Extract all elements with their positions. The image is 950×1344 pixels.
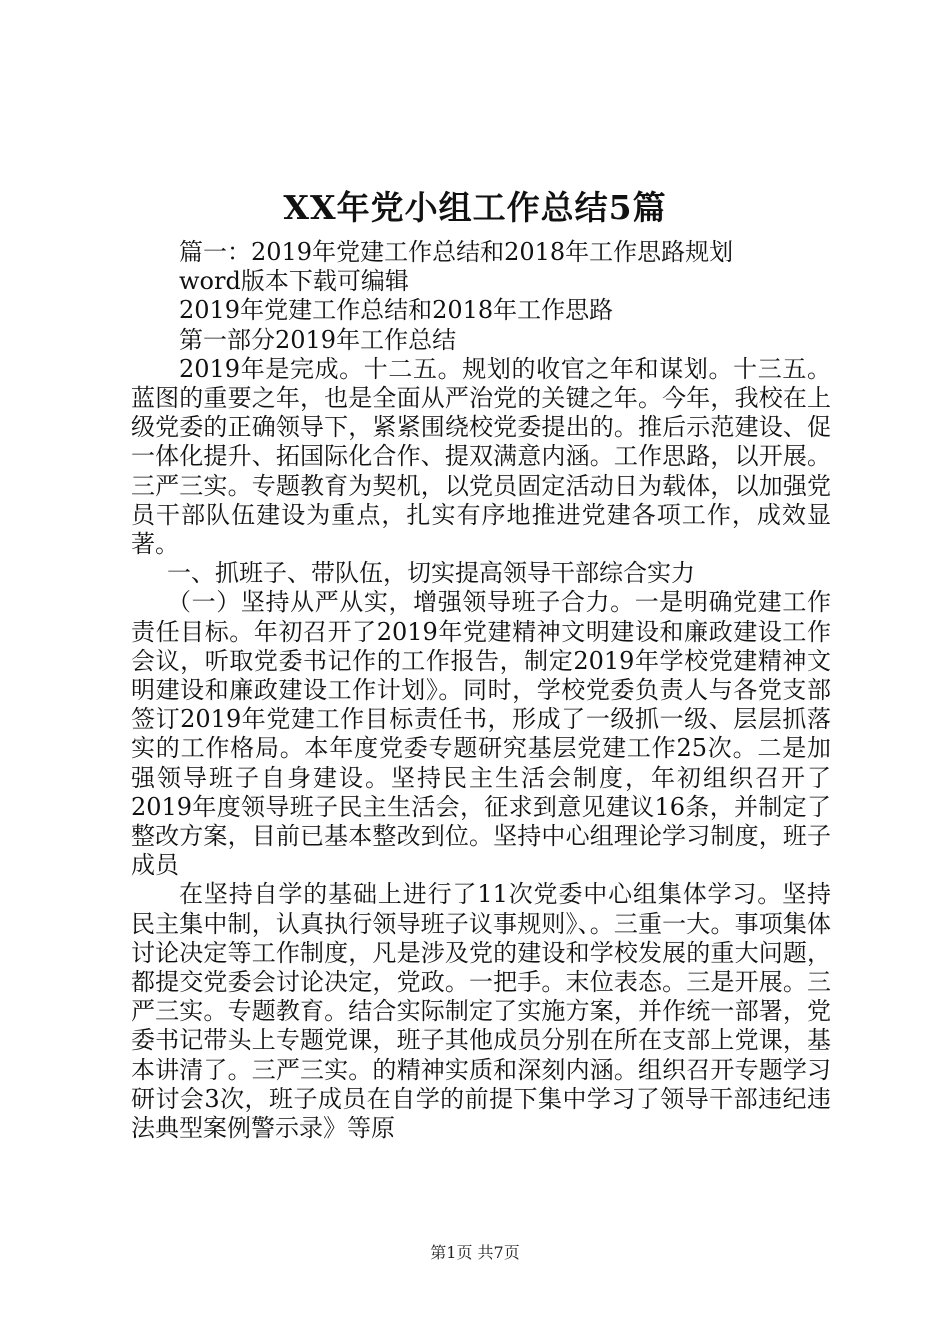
- paragraph-word-note: word版本下载可编辑: [179, 267, 409, 296]
- page-number-footer: 第1页 共7页: [430, 1243, 520, 1262]
- document-body: [131, 238, 831, 1143]
- paragraph-intro: 2019年是完成。十二五。规划的收官之年和谋划。十三五。蓝图的重要之年，也是全面从严治党的关键之年。今年，我校在上级党委的正确领导下，紧紧围绕校党委提出的。推后示范建设、促一体化提升、拓国际化合作、提双满意内涵。工作思路，以开展。三严三实。专题教育为契机，以党员固定活动日为载体，以加强党员干部队伍建设为重点，扎实有序地推进党建各项工作，成效显著。: [131, 354, 831, 559]
- document-title: XX年党小组工作总结5篇: [283, 188, 667, 227]
- paragraph-heading-part-one: 篇一：2019年党建工作总结和2018年工作思路规划: [179, 238, 734, 266]
- paragraph-continuation: 在坚持自学的基础上进行了11次党委中心组集体学习。坚持民主集中制，认真执行领导班子议事规则》、。三重一大。事项集体讨论决定等工作制度，凡是涉及党的建设和学校发展的重大问题，都提交党委会讨论决定，党政。一把手。末位表态。三是开展。三严三实。专题教育。结合实际制定了实施方案，并作统一部署，党委书记带头上专题党课，班子其他成员分别在所在支部上党课，基本讲清了。三严三实。的精神实质和深刻内涵。组织召开专题学习研讨会3次，班子成员在自学的前提下集中学习了领导干部违纪违法典型案例警示录》等原: [131, 880, 831, 1143]
- paragraph-section-heading: 第一部分2019年工作总结: [179, 325, 457, 354]
- paragraph-heading-one: 一、抓班子、带队伍，切实提高领导干部综合实力: [167, 559, 695, 588]
- paragraph-subsection-one: （一）坚持从严从实，增强领导班子合力。一是明确党建工作责任目标。年初召开了2019年党建精神文明建设和廉政建设工作会议，听取党委书记作的工作报告，制定2019年学校党建精神文明建设和廉政建设工作计划》。同时，学校党委负责人与各党支部签订2019年党建工作目标责任书，形成了一级抓一级、层层抓落实的工作格局。本年度党委专题研究基层党建工作25次。二是加强领导班子自身建设。坚持民主生活会制度，年初组织召开了2019年度领导班子民主生活会，征求到意见建议16条，并制定了整改方案，目前已基本整改到位。坚持中心组理论学习制度，班子成员: [131, 588, 831, 880]
- paragraph-subtitle: 2019年党建工作总结和2018年工作思路: [179, 296, 614, 325]
